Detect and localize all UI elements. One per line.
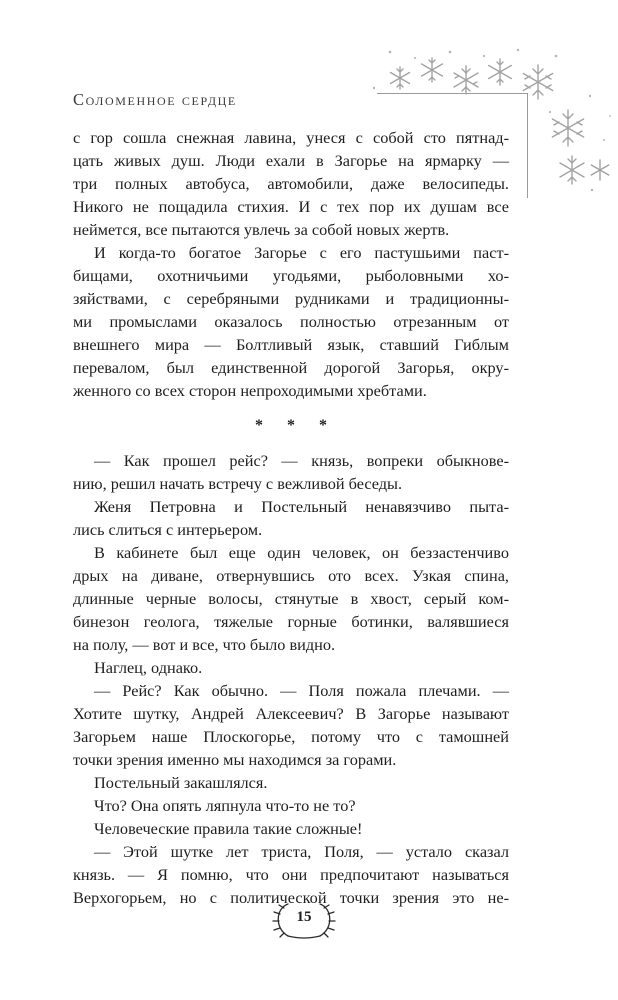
text-line: Хотите шутку, Андрей Алексеевич? В Загорье называют bbox=[73, 704, 509, 723]
snowflake-icon bbox=[489, 59, 512, 85]
paragraph bbox=[73, 771, 509, 794]
snowflake-icon bbox=[422, 58, 443, 82]
paragraph bbox=[73, 495, 509, 541]
text-line: внешнего мира — Болтливый язык, ставший Гиблым bbox=[73, 335, 509, 354]
text-line: дрых на диване, отвернувшись ото всех. Узкая спина, bbox=[73, 566, 509, 585]
text-line: три полных автобуса, автомобили, даже велосипеды. bbox=[73, 174, 509, 193]
text-line: В кабинете был еще один человек, он беззастенчиво bbox=[94, 543, 509, 562]
text-line: нию, решил начать встречу с вежливой беседы. bbox=[73, 474, 403, 493]
text-line: женного со всех сторон непроходимыми хребтами. bbox=[73, 381, 427, 400]
paragraph bbox=[73, 449, 509, 495]
page-number-ornament bbox=[258, 898, 350, 942]
snowflake-icon bbox=[591, 160, 608, 180]
text-line: Наглец, однако. bbox=[94, 658, 203, 677]
snowflake-icon bbox=[560, 156, 584, 184]
text-line: перевалом, был единственной дорогой Загорья, окру- bbox=[73, 358, 509, 377]
text-line: бинезон геолога, тяжелые горные ботинки, валявшиеся bbox=[73, 612, 509, 631]
text-line: ми промыслами оказалось полностью отрезанным от bbox=[73, 312, 509, 331]
text-line: Женя Петровна и Постельный ненавязчиво пыта- bbox=[94, 497, 509, 516]
paragraph bbox=[73, 679, 509, 771]
snowflake-icon bbox=[391, 67, 410, 89]
text-line: зяйствами, с серебряными рудниками и традиционны- bbox=[73, 289, 509, 308]
text-line: Верхогорьем, но с политической точки зрения это не- bbox=[73, 888, 509, 907]
text-line: Что? Она опять ляпнула что-то не то? bbox=[94, 796, 356, 815]
text-line: Загорьем наше Плоскогорье, потому что с тамошней bbox=[73, 727, 509, 746]
text-line: Человеческие правила такие сложные! bbox=[94, 819, 363, 838]
text-line: цать живых душ. Люди ехали в Загорье на ярмарку — bbox=[73, 151, 509, 170]
text-line: — Этой шутке лет триста, Поля, — устало сказал bbox=[94, 842, 509, 861]
text-line: Никого не пощадила стихия. И с тех пор их душам все bbox=[73, 197, 509, 216]
text-line: неймется, все пытаются увлечь за собой новых жертв. bbox=[73, 220, 450, 239]
text-line: — Как прошел рейс? — князь, вопреки обыкнове- bbox=[94, 451, 509, 470]
snowflake-icon bbox=[454, 66, 478, 94]
page-number: 15 bbox=[296, 909, 312, 925]
snowflake-icon bbox=[552, 110, 583, 146]
text-line: точки зрения именно мы находимся за горами. bbox=[73, 750, 397, 769]
paragraph bbox=[73, 241, 509, 402]
text-line: с гор сошла снежная лавина, унеся с собой сто пятнад- bbox=[73, 128, 509, 147]
text-line: лись слиться с интерьером. bbox=[73, 520, 263, 539]
running-title: Соломенное сердце bbox=[73, 90, 237, 109]
section-separator: * * * bbox=[255, 417, 337, 434]
paragraph bbox=[73, 817, 509, 840]
text-line: длинные черные волосы, стянутые в хвост, серый ком- bbox=[73, 589, 509, 608]
paragraph bbox=[73, 126, 509, 241]
text-line: — Рейс? Как обычно. — Поля пожала плечами. — bbox=[94, 681, 509, 700]
paragraph bbox=[73, 541, 509, 656]
body-text bbox=[73, 126, 509, 909]
text-line: князь. — Я помню, что они предпочитают называться bbox=[73, 865, 509, 884]
text-line: на полу, — вот и все, что было видно. bbox=[73, 635, 336, 654]
snowflake-icon bbox=[523, 65, 552, 99]
text-line: бищами, охотничьими угодьями, рыболовными хо- bbox=[73, 266, 509, 285]
paragraph bbox=[73, 656, 509, 679]
text-line: И когда-то богатое Загорье с его пастушьими паст- bbox=[94, 243, 509, 262]
text-line: Постельный закашлялся. bbox=[94, 773, 268, 792]
paragraph bbox=[73, 794, 509, 817]
